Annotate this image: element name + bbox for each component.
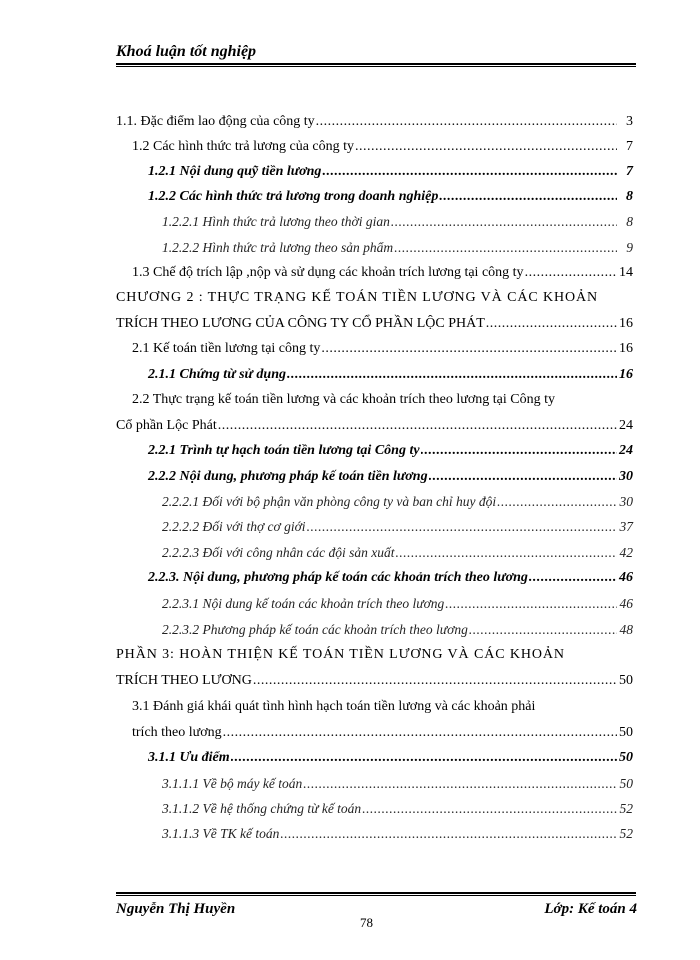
footer-class: Lớp: Kế toán 4	[544, 901, 637, 917]
toc-entry-text: 2.2.1 Trình tự hạch toán tiền lương tại Công ty	[148, 443, 420, 458]
toc-entry[interactable]	[116, 316, 633, 338]
toc-entry[interactable]	[132, 341, 633, 363]
toc-entry-page: 8	[626, 189, 633, 204]
toc-entry-text: 2.2.2 Nội dung, phương pháp kế toán tiền lương	[148, 469, 428, 484]
toc-entry-page: 8	[626, 214, 633, 229]
toc-entry-text: 1.2.2 Các hình thức trả lương trong doanh nghiệp	[148, 189, 439, 204]
toc-entry-text: 3.1.1 Ưu điểm	[148, 750, 230, 765]
toc-entry-page: 7	[626, 139, 633, 154]
toc-entry[interactable]	[148, 469, 633, 491]
toc-entry-page: 24	[619, 418, 633, 433]
footer-rule-thin	[116, 895, 636, 896]
toc-entry-text: 3.1 Đánh giá khái quát tình hình hạch toán tiền lương và các khoản phải	[132, 699, 536, 714]
toc-entry-text: PHẦN 3: HOÀN THIỆN KẾ TOÁN TIỀN LƯƠNG VÀ CÁC KHOẢN	[116, 647, 565, 662]
toc-entry[interactable]	[132, 265, 633, 287]
toc-entry-page: 50	[619, 750, 633, 765]
header-rule	[116, 63, 636, 65]
toc-entry-page: 52	[619, 801, 633, 816]
toc-entry[interactable]	[116, 114, 633, 136]
toc-entry[interactable]	[148, 189, 633, 211]
toc-entry-text: 2.2.3. Nội dung, phương pháp kế toán các khoản trích theo lương	[148, 570, 528, 585]
toc-entry-page: 52	[619, 826, 633, 841]
toc-entry-text: 2.2.3.2 Phương pháp kế toán các khoản trích theo lương	[162, 622, 468, 637]
toc-entry[interactable]	[162, 801, 633, 823]
footer-rule	[116, 892, 636, 894]
toc-entry-text: 1.2 Các hình thức trả lương của công ty	[132, 139, 355, 154]
toc-entry-text: 3.1.1.1 Về bộ máy kế toán	[162, 776, 303, 791]
toc-entry-page: 9	[626, 240, 633, 255]
toc-entry-page: 16	[619, 341, 633, 356]
toc-entry[interactable]	[162, 214, 633, 236]
toc-entry-page: 46	[619, 570, 633, 585]
toc-entry[interactable]	[132, 392, 633, 414]
toc-entry-page: 50	[619, 725, 633, 740]
toc-entry[interactable]	[148, 750, 633, 772]
toc-entry-page: 46	[619, 596, 633, 611]
toc-entry-text: TRÍCH THEO LƯƠNG	[116, 673, 252, 688]
toc-entry[interactable]	[162, 622, 633, 644]
toc-entry-text: 2.1 Kế toán tiền lương tại công ty	[132, 341, 321, 356]
toc-entry-page: 50	[619, 673, 633, 688]
toc-entry-text: 1.1. Đặc điểm lao động của công ty	[116, 114, 315, 129]
toc-entry[interactable]	[162, 545, 633, 567]
toc-entry[interactable]	[148, 367, 633, 389]
toc-entry-text: CHƯƠNG 2 : THỰC TRẠNG KẾ TOÁN TIỀN LƯƠNG VÀ CÁC KHOẢN	[116, 290, 599, 305]
toc-entry-page: 16	[619, 367, 633, 382]
toc-entry[interactable]	[148, 570, 633, 592]
toc-entry[interactable]	[116, 290, 633, 312]
toc-entry-text: 2.2.2.3 Đối với công nhân các đội sản xuất	[162, 545, 395, 560]
toc-entry-text: 2.2.2.1 Đối với bộ phận văn phòng công ty và ban chỉ huy đội	[162, 494, 497, 509]
toc-entry-text: 1.2.2.2 Hình thức trả lương theo sản phẩm	[162, 240, 394, 255]
toc-entry-text: Cổ phần Lộc Phát	[116, 418, 217, 433]
toc-entry-page: 37	[619, 519, 633, 534]
toc-entry-text: TRÍCH THEO LƯƠNG CỦA CÔNG TY CỔ PHẦN LỘC PHÁT	[116, 316, 485, 331]
toc-entry-text: 3.1.1.2 Về hệ thống chứng từ kế toán	[162, 801, 362, 816]
toc-entry-page: 14	[619, 265, 633, 280]
toc-entry[interactable]	[162, 519, 633, 541]
toc-entry-text: 2.2 Thực trạng kế toán tiền lương và các khoản trích theo lương tại Công ty	[132, 392, 555, 407]
toc-entry-page: 50	[619, 776, 633, 791]
toc-entry-page: 48	[619, 622, 633, 637]
page-header-title: Khoá luận tốt nghiệp	[116, 43, 257, 60]
toc-entry[interactable]	[132, 725, 633, 747]
toc-entry-text: 1.3 Chế độ trích lập ,nộp và sử dụng các khoản trích lương tại công ty	[132, 265, 524, 280]
toc-entry[interactable]	[116, 647, 633, 669]
toc-entry[interactable]	[132, 139, 633, 161]
toc-entry-text: 2.2.3.1 Nội dung kế toán các khoản trích theo lương	[162, 596, 445, 611]
toc-entry[interactable]	[116, 673, 633, 695]
toc-entry[interactable]	[162, 494, 633, 516]
toc-entry[interactable]	[116, 418, 633, 440]
toc-entry[interactable]	[148, 443, 633, 465]
toc-entry[interactable]	[162, 596, 633, 618]
toc-entry-text: 3.1.1.3 Về TK kế toán	[162, 826, 280, 841]
toc-entry-page: 3	[626, 114, 633, 129]
toc-entry-page: 7	[626, 164, 633, 179]
toc-entry-page: 30	[619, 469, 633, 484]
toc-entry[interactable]	[162, 776, 633, 798]
toc-entry-page: 24	[619, 443, 633, 458]
toc-entry[interactable]	[132, 699, 633, 721]
toc-entry-text: 1.2.1 Nội dung quỹ tiền lương	[148, 164, 322, 179]
toc-entry-page: 16	[619, 316, 633, 331]
header-rule-thin	[116, 66, 636, 67]
toc-entry-text: 2.1.1 Chứng từ sử dụng	[148, 367, 286, 382]
toc-entry-text: 1.2.2.1 Hình thức trả lương theo thời gian	[162, 214, 390, 229]
toc-entry-page: 30	[619, 494, 633, 509]
page-number: 78	[360, 915, 373, 930]
footer-author: Nguyễn Thị Huyền	[116, 901, 236, 917]
toc-entry[interactable]	[162, 826, 633, 848]
toc-entry-text: 2.2.2.2 Đối với thợ cơ giới	[162, 519, 306, 534]
toc-entry-page: 42	[619, 545, 633, 560]
toc-entry[interactable]	[148, 164, 633, 186]
toc-entry-text: trích theo lương	[132, 725, 222, 740]
toc-entry[interactable]	[162, 240, 633, 262]
